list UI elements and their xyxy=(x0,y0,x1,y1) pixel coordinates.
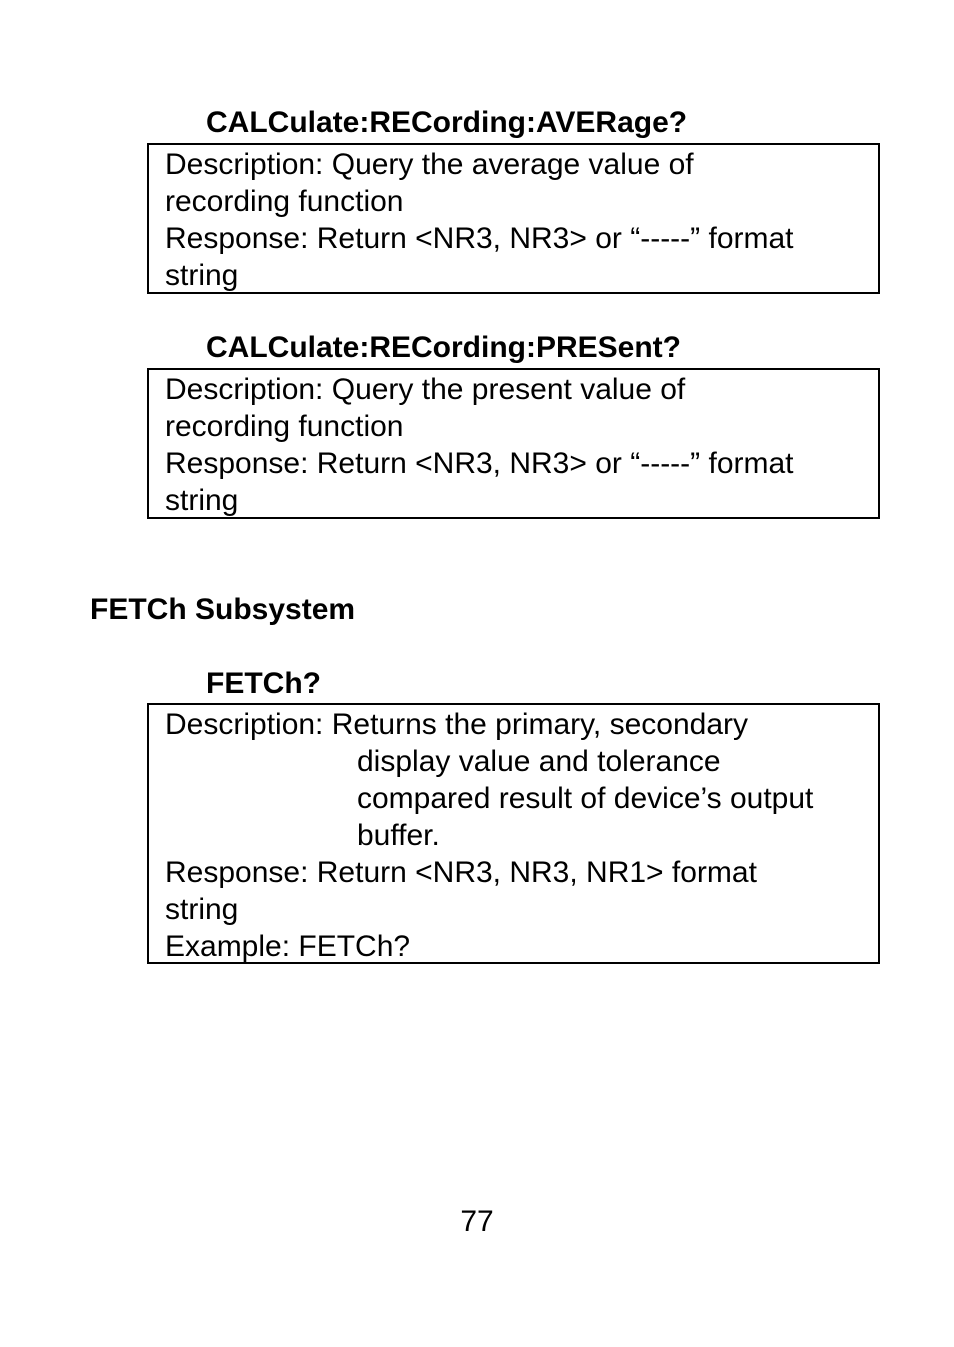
description-line: recording function xyxy=(165,185,404,218)
command-box-average xyxy=(147,143,880,294)
description-line: Description: Query the average value of xyxy=(165,148,694,181)
command-title-present: CALCulate:RECording:PRESent? xyxy=(206,331,681,364)
description-line: Description: Query the present value of xyxy=(165,373,686,406)
command-title-average: CALCulate:RECording:AVERage? xyxy=(206,106,688,139)
description-line: display value and tolerance xyxy=(357,745,721,778)
command-box-fetch xyxy=(147,703,880,964)
description-line: buffer. xyxy=(357,819,440,852)
command-title-fetch: FETCh? xyxy=(206,667,321,700)
section-title-fetch-subsystem: FETCh Subsystem xyxy=(90,593,356,626)
page-number: 77 xyxy=(460,1205,494,1238)
description-line: compared result of device’s output xyxy=(357,782,814,815)
response-line: string xyxy=(165,893,239,926)
example-line: Example: FETCh? xyxy=(165,930,411,963)
response-line: Response: Return <NR3, NR3, NR1> format xyxy=(165,856,757,889)
response-line: Response: Return <NR3, NR3> or “-----” format xyxy=(165,447,794,480)
response-line: string xyxy=(165,259,239,292)
command-box-present xyxy=(147,368,880,519)
response-line: string xyxy=(165,484,239,517)
description-line: recording function xyxy=(165,410,404,443)
response-line: Response: Return <NR3, NR3> or “-----” format xyxy=(165,222,794,255)
description-line: Description: Returns the primary, secondary xyxy=(165,708,749,741)
